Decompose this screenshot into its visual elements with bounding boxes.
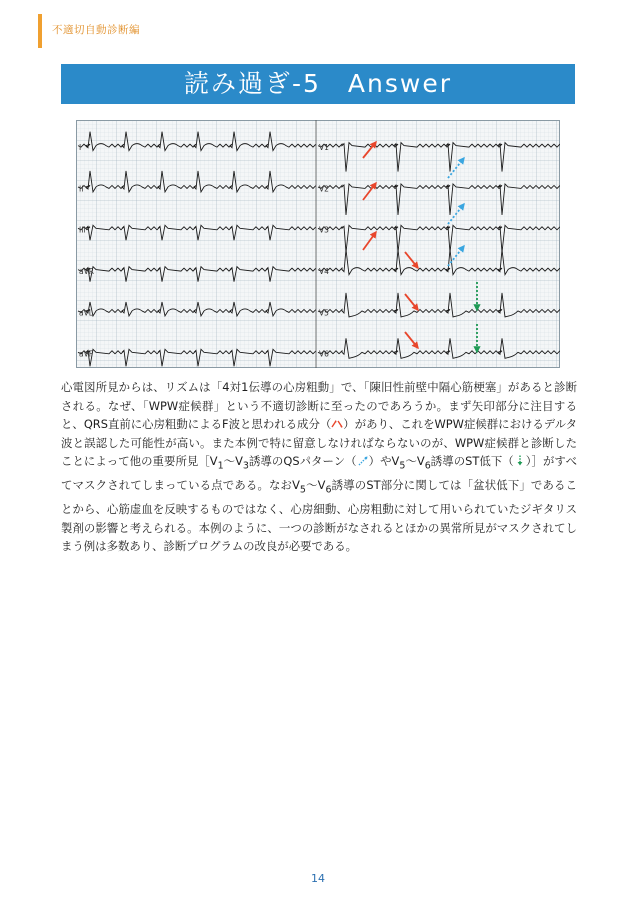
lead-label-left: aVF <box>79 349 94 359</box>
section-label: 不適切自動診断編 <box>52 24 140 36</box>
red-arrows-icon <box>331 418 343 429</box>
lead-label-right: V2 <box>319 184 329 194</box>
text-seg-5: ）やV <box>368 454 400 469</box>
header-accent-bar <box>38 14 42 48</box>
lead-label-left: III <box>79 225 86 235</box>
blue-dotted-arrow-icon <box>357 455 369 466</box>
sub-5: 5 <box>399 460 406 472</box>
lead-label-right: V6 <box>319 349 329 359</box>
lead-label-right: V3 <box>319 225 329 235</box>
sub-1: 1 <box>217 460 224 472</box>
sub-3: 3 <box>242 460 249 472</box>
lead-label-right: V5 <box>319 308 329 318</box>
ecg-figure <box>76 120 560 368</box>
text-seg-10: 誘導のST部分に関しては「盆状低下」であることから、心筋虚血を反映するものではなく、心房細動、心房粗動に対して用いられていたジギタリス製剤の影響と考えられる。本例のように、一つの診断がなされるとほかの異常所見がマスクされてしまう例は多数あり、診断プログラムの改良が必要である。 <box>61 478 577 554</box>
lead-label-left: I <box>79 143 82 152</box>
sub-6: 6 <box>424 460 431 472</box>
text-seg-6: 〜V <box>405 454 425 469</box>
lead-label-left: II <box>79 184 84 194</box>
green-dotted-arrow-icon <box>514 455 526 466</box>
page-title: 読み過ぎ-5 Answer <box>61 64 575 104</box>
text-seg-7: 誘導のST低下（ <box>430 454 514 469</box>
text-seg-2: ）があり、これをWPW症候群におけるデルタ波と誤認した可能性が高い。また本例で特に留意しなければならないのが、WPW症候群と診断したことによって他の重要所見［V <box>61 417 577 469</box>
text-seg-3: 〜V <box>223 454 243 469</box>
page-number: 14 <box>311 872 325 885</box>
lead-label-right: V1 <box>319 143 329 152</box>
text-seg-9: 〜V <box>305 478 326 493</box>
text-seg-8: ）］がすべてマスクされてしまっている点である。なおV <box>61 454 578 493</box>
lead-label-right: V4 <box>319 267 329 276</box>
lead-label-left: aVR <box>79 267 94 276</box>
sub-5b: 5 <box>299 484 306 496</box>
paragraph <box>61 378 577 556</box>
sub-6b: 6 <box>325 484 332 496</box>
text-seg-1: 心電図所見からは、リズムは「4対1伝導の心房粗動」で、「陳旧性前壁中隔心筋梗塞」があると診断される。なぜ、「WPW症候群」という不適切診断に至ったのであろうか。まず矢印部分に注目すると、QRS直前に心房粗動によるF波と思われる成分（ <box>61 380 577 432</box>
lead-label-left: aVL <box>79 308 93 318</box>
body-paragraph <box>61 378 577 556</box>
text-seg-4: 誘導のQSパターン（ <box>248 454 357 469</box>
ecg-tracing <box>76 120 560 368</box>
